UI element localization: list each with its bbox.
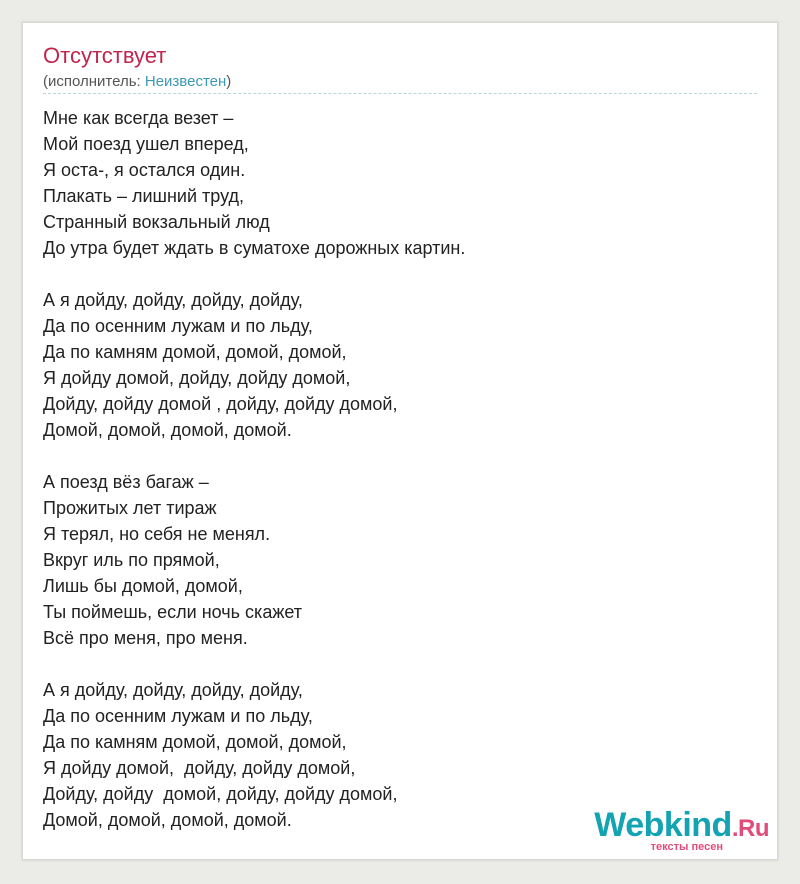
lyrics-line: Мне как всегда везет – <box>43 108 234 128</box>
lyrics-line: Ты поймешь, если ночь скажет <box>43 602 303 622</box>
artist-suffix: ) <box>226 73 232 90</box>
lyrics-stanza <box>43 105 465 261</box>
lyrics-line: Дойду, дойду домой , дойду, дойду домой, <box>43 394 398 414</box>
lyrics-line: А я дойду, дойду, дойду, дойду, <box>43 680 303 700</box>
logo-main-text: Webkind <box>594 806 732 844</box>
lyrics-line: Вкруг иль по прямой, <box>43 550 220 570</box>
lyrics-line: Я терял, но себя не менял. <box>43 524 271 544</box>
lyrics-line: Плакать – лишний труд, <box>43 186 244 206</box>
lyrics-line: Лишь бы домой, домой, <box>43 576 243 596</box>
artist-prefix: (исполнитель: <box>43 73 145 90</box>
lyrics-line: Мой поезд ушел вперед, <box>43 134 249 154</box>
webkind-logo[interactable] <box>569 807 769 857</box>
lyrics-line: Да по камням домой, домой, домой, <box>43 342 347 362</box>
lyrics-line: Да по осенним лужам и по льду, <box>43 706 313 726</box>
lyrics-line: Странный вокзальный люд <box>43 212 270 232</box>
lyrics-line: Прожитых лет тираж <box>43 498 217 518</box>
lyrics-line: Я оста-, я остался один. <box>43 160 246 180</box>
logo-suffix: .Ru <box>731 815 769 842</box>
lyrics-line: Домой, домой, домой, домой. <box>43 810 292 830</box>
lyrics-line: Я дойду домой, дойду, дойду домой, <box>43 368 351 388</box>
lyrics-line: Дойду, дойду домой, дойду, дойду домой, <box>43 784 398 804</box>
lyrics-line: До утра будет ждать в суматохе дорожных картин. <box>43 238 466 258</box>
lyrics-stanza <box>43 469 465 651</box>
artist-link[interactable]: Неизвестен <box>144 73 227 90</box>
lyrics-line: А я дойду, дойду, дойду, дойду, <box>43 290 303 310</box>
header-divider <box>43 93 757 94</box>
lyrics-line: Я дойду домой, дойду, дойду домой, <box>43 758 356 778</box>
lyrics-body <box>43 105 465 859</box>
song-title: Отсутствует <box>43 43 167 68</box>
lyrics-line: Да по камням домой, домой, домой, <box>43 732 347 752</box>
lyrics-stanza <box>43 287 465 443</box>
artist-line <box>43 73 231 90</box>
lyrics-line: А поезд вёз багаж – <box>43 472 209 492</box>
lyrics-stanza <box>43 677 465 833</box>
lyrics-line: Домой, домой, домой, домой. <box>43 420 292 440</box>
lyrics-line: Всё про меня, про меня. <box>43 628 248 648</box>
lyrics-line: Да по осенним лужам и по льду, <box>43 316 313 336</box>
lyrics-card <box>22 22 778 860</box>
logo-tagline: тексты песен <box>650 841 723 853</box>
